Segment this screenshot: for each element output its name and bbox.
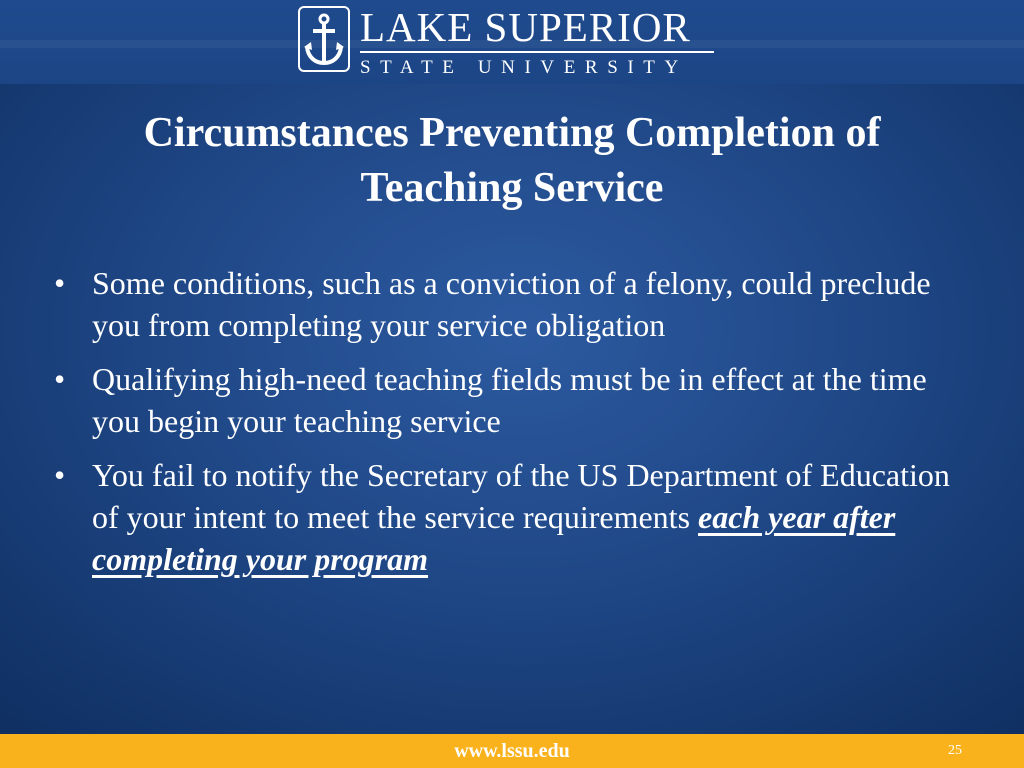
logo-emblem (298, 6, 350, 72)
bullet-item (52, 358, 972, 442)
bullet-text: You fail to notify the Secretary of the US Department of Education of your intent to meet the service requirements (92, 457, 950, 535)
header-band (0, 0, 1024, 84)
bullet-text: Qualifying high-need teaching fields must be in effect at the time you begin your teaching service (92, 361, 927, 439)
bullet-list (52, 262, 972, 592)
bullet-text: Some conditions, such as a conviction of a felony, could preclude you from completing your service obligation (92, 265, 931, 343)
anchor-icon (304, 13, 344, 67)
logo-name: LAKE SUPERIOR (360, 4, 691, 50)
page-number: 25 (948, 743, 962, 758)
footer-url[interactable]: www.lssu.edu (454, 740, 570, 762)
bullet-marker: • (54, 265, 66, 301)
university-logo (298, 6, 722, 76)
title-line-1: Circumstances Preventing Completion of (143, 110, 881, 156)
title-line-2: Teaching Service (360, 165, 664, 211)
slide-title (40, 106, 984, 216)
footer-bar (0, 734, 1024, 768)
logo-divider (360, 51, 714, 53)
bullet-emphasis: each year after completing your program (92, 499, 896, 577)
bullet-item (52, 454, 972, 580)
bullet-item (52, 262, 972, 346)
logo-subtitle: STATE UNIVERSITY (360, 57, 688, 78)
bullet-marker: • (54, 361, 66, 397)
bullet-marker: • (54, 457, 66, 493)
